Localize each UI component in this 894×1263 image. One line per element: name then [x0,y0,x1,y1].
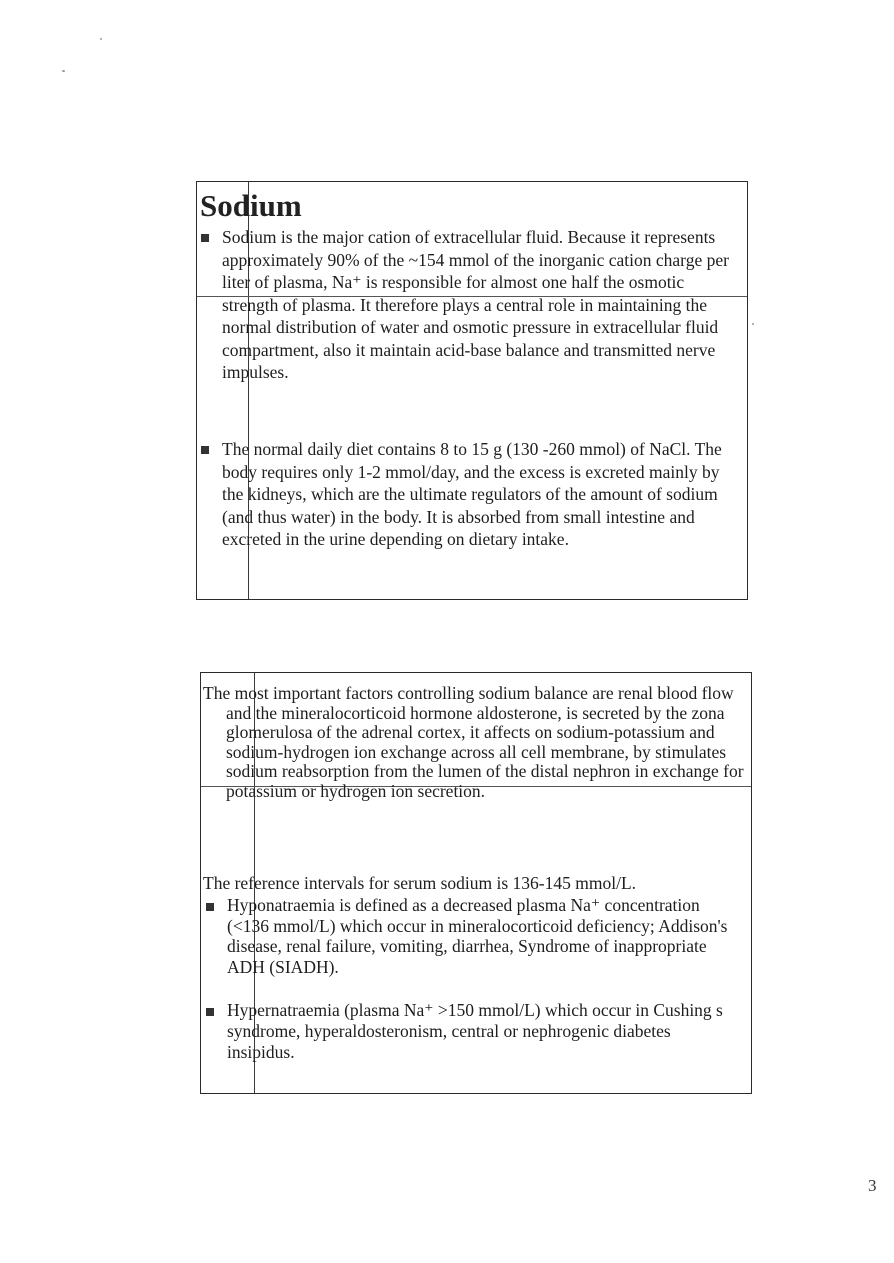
bullet-item [201,438,743,551]
scan-speck [62,70,65,72]
slide-sodium-balance [200,672,752,1094]
square-bullet-icon [201,234,209,242]
reference-interval-text: The reference intervals for serum sodium is 136-145 mmol/L. [203,873,637,893]
slide-sodium [196,181,748,600]
bullet-text: Hyponatraemia is defined as a decreased plasma Na⁺ concentration (<136 mmol/L) which occur in mineralocorticoid deficiency; Addison's disease, renal failure, vomiting, diarrhea, Syndrome of inappropriate ADH (SIADH). [227,895,728,977]
slide-title: Sodium [200,188,302,223]
bullet-item [206,895,744,977]
scan-speck [100,38,102,40]
scan-speck [752,323,754,325]
bullet-item [201,226,743,384]
bullet-text: Sodium is the major cation of extracellular fluid. Because it represents approximately 90% of the ~154 mmol of the inorganic cation charge per liter of plasma, Na⁺ is responsible for almost one half the osmotic strength of plasma. It therefore plays a central role in maintaining the normal distribution of water and osmotic pressure in extracellular fluid compartment, also it maintain acid-base balance and transmitted nerve impulses. [222,227,729,382]
bullet-text: The normal daily diet contains 8 to 15 g (130 -260 mmol) of NaCl. The body requires only 1-2 mmol/day, and the excess is excreted mainly by the kidneys, which are the ultimate regulators of the amount of sodium (and thus water) in the body. It is absorbed from small intestine and excreted in the urine depending on dietary intake. [222,439,722,549]
square-bullet-icon [206,1008,214,1016]
bullet-text: Hypernatraemia (plasma Na⁺ >150 mmol/L) which occur in Cushing s syndrome, hyperaldosteronism, central or nephrogenic diabetes insipidus. [227,1000,723,1062]
page-number: 3 [868,1176,877,1195]
bullet-item [206,1000,726,1063]
square-bullet-icon [201,446,209,454]
sodium-balance-paragraph: The most important factors controlling sodium balance are renal blood flow and the mineralocorticoid hormone aldosterone, is secreted by the zona glomerulosa of the adrenal cortex, it affects on sodium-potassium and sodium-hydrogen ion exchange across all cell membrane, by stimulates sodium reabsorption from the lumen of the distal nephron in exchange for potassium or hydrogen ion secretion. [203,683,744,801]
square-bullet-icon [206,903,214,911]
